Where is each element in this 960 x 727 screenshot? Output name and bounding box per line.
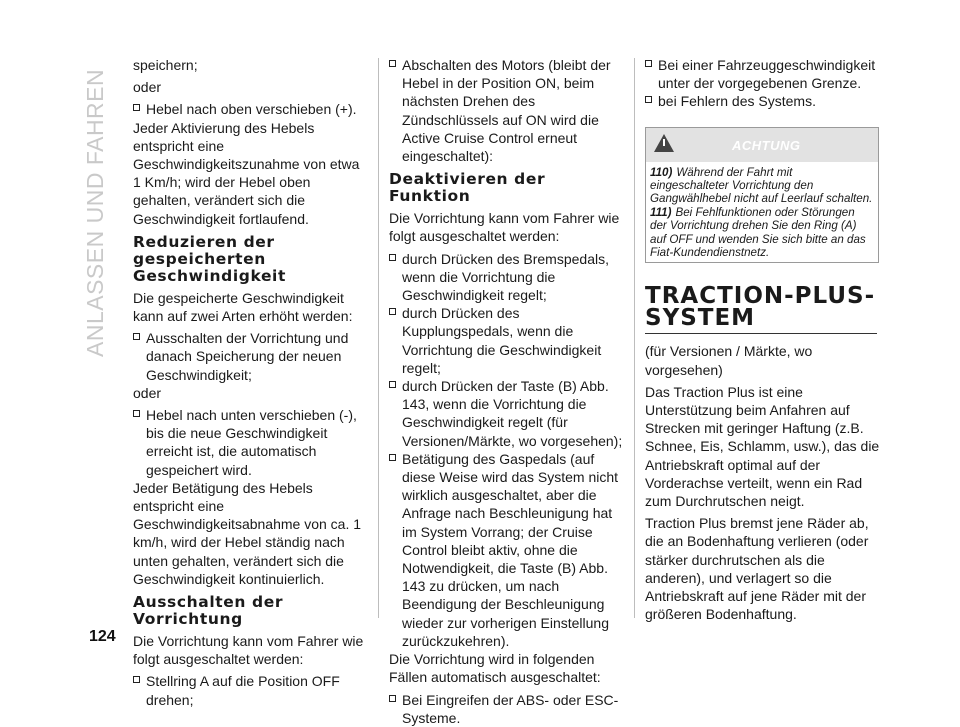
section-heading: Deaktivieren der Funktion [389, 170, 546, 206]
warning-triangle-icon [654, 134, 674, 152]
warning-note: 110) Während der Fahrt mit eingeschalteter Vorrichtung den Gangwählhebel nicht auf Leerlauf schalten. [650, 165, 873, 206]
warning-body [646, 162, 878, 263]
paragraph: Traction Plus bremst jene Räder ab, die an Bodenhaftung verlieren (oder stärker durchrutschen als die anderen), und verlagert so die Antriebskraft auf jene Räder mit der größeren Bodenhaftung. [645, 515, 869, 623]
checkbox-bullet-icon [133, 410, 140, 417]
checkbox-bullet-icon [389, 695, 396, 702]
paragraph: Jeder Aktivierung des Hebels entspricht eine Geschwindigkeitszunahme von etwa 1 Km/h; wird der Hebel oben gehalten, verändert sich die Geschwindigkeit fortlaufend. [133, 119, 360, 227]
column-divider [634, 58, 635, 618]
checkbox-bullet-icon [133, 104, 140, 111]
paragraph: Die Vorrichtung kann vom Fahrer wie folgt ausgeschaltet werden: [389, 210, 620, 245]
warning-header [646, 128, 878, 162]
bullet-item: Ausschalten der Vorrichtung und danach Speicherung der neuen Geschwindigkeit; [133, 329, 369, 384]
checkbox-bullet-icon [389, 308, 396, 315]
bullet-item: Stellring A auf die Position OFF drehen; [133, 672, 369, 708]
warning-box [645, 127, 879, 264]
chapter-heading: TRACTION-PLUS-SYSTEM [645, 285, 877, 334]
bullet-item: Bei einer Fahrzeuggeschwindigkeit unter der vorgegebenen Grenze. [645, 56, 881, 92]
column-divider [378, 58, 379, 618]
bullet-item: durch Drücken des Kupplungspedals, wenn die Vorrichtung die Geschwindigkeit regelt; [389, 304, 625, 377]
page-number: 124 [89, 628, 116, 645]
bullet-item: Betätigung des Gaspedals (auf diese Weise wird das System nicht wirklich ausgeschaltet, aber die Anfrage nach Beschleunigung hat im System Vorrang; der Cruise Control bleibt aktiv, ohne die Notwendigkeit, die Taste (B) Abb. 143 zu drücken, um nach Beendigung der Beschleunigung wieder zur vorherigen Einstellung zurückzukehren). [389, 450, 625, 650]
bullet-item: durch Drücken des Bremspedals, wenn die Vorrichtung die Geschwindigkeit regelt; [389, 250, 625, 305]
checkbox-bullet-icon [389, 381, 396, 388]
bullet-item: durch Drücken der Taste (B) Abb. 143, wenn die Vorrichtung die Geschwindigkeit regelt (für Versionen/Märkte, wo vorgesehen); [389, 377, 625, 450]
paragraph: Jeder Betätigung des Hebels entspricht eine Geschwindigkeitsabnahme von ca. 1 km/h, wird der Hebel ständig nach unten gehalten, verändert sich die Geschwindigkeit kontinuierlich. [133, 479, 362, 587]
column-1 [133, 56, 369, 709]
bullet-item: Bei Eingreifen der ABS- oder ESC-Systeme. [389, 691, 625, 727]
checkbox-bullet-icon [389, 60, 396, 67]
checkbox-bullet-icon [389, 254, 396, 261]
paragraph: (für Versionen / Märkte, wo vorgesehen) [645, 343, 813, 378]
section-heading: Reduzieren der gespeicherten Geschwindigkeit [133, 232, 286, 285]
checkbox-bullet-icon [645, 96, 652, 103]
chapter-side-title: ANLASSEN UND FAHREN [82, 68, 108, 357]
checkbox-bullet-icon [133, 676, 140, 683]
checkbox-bullet-icon [389, 454, 396, 461]
section-heading: Ausschalten der Vorrichtung [133, 593, 284, 629]
paragraph: Die gespeicherte Geschwindigkeit kann auf zwei Arten erhöht werden: [133, 289, 353, 325]
paragraph: speichern; [133, 57, 198, 73]
column-2 [389, 56, 625, 727]
paragraph: Die Vorrichtung wird in folgenden Fällen automatisch ausgeschaltet: [389, 651, 601, 686]
checkbox-bullet-icon [133, 333, 140, 340]
column-3 [645, 56, 881, 628]
bullet-item: bei Fehlern des Systems. [645, 92, 881, 110]
bullet-item: Hebel nach oben verschieben (+). [133, 100, 369, 118]
bullet-item: Abschalten des Motors (bleibt der Hebel in der Position ON, beim nächsten Drehen des Zündschlüssels auf ON wird die Active Cruise Control erneut eingeschaltet): [389, 56, 625, 165]
paragraph: Die Vorrichtung kann vom Fahrer wie folgt ausgeschaltet werden: [133, 633, 364, 668]
warning-title: ACHTUNG [732, 137, 801, 153]
paragraph: Das Traction Plus ist eine Unterstützung beim Anfahren auf Strecken mit geringer Haftung (z.B. Schnee, Eis, Schlamm, usw.), das die Antriebskraft optimal auf der Vorderachse verteilt, wenn ein Rad zum Durchrutschen neigt. [645, 383, 880, 510]
bullet-item: Hebel nach unten verschieben (-), bis die neue Geschwindigkeit erreicht ist, die automatisch gespeichert wird. [133, 406, 369, 479]
paragraph: oder [133, 79, 162, 96]
checkbox-bullet-icon [645, 60, 652, 67]
paragraph: oder [133, 384, 162, 401]
warning-note: 111) Bei Fehlfunktionen oder Störungen der Vorrichtung drehen Sie den Ring (A) auf OFF und wenden Sie sich bitte an das Fiat-Kundendienstnetz. [650, 205, 866, 260]
